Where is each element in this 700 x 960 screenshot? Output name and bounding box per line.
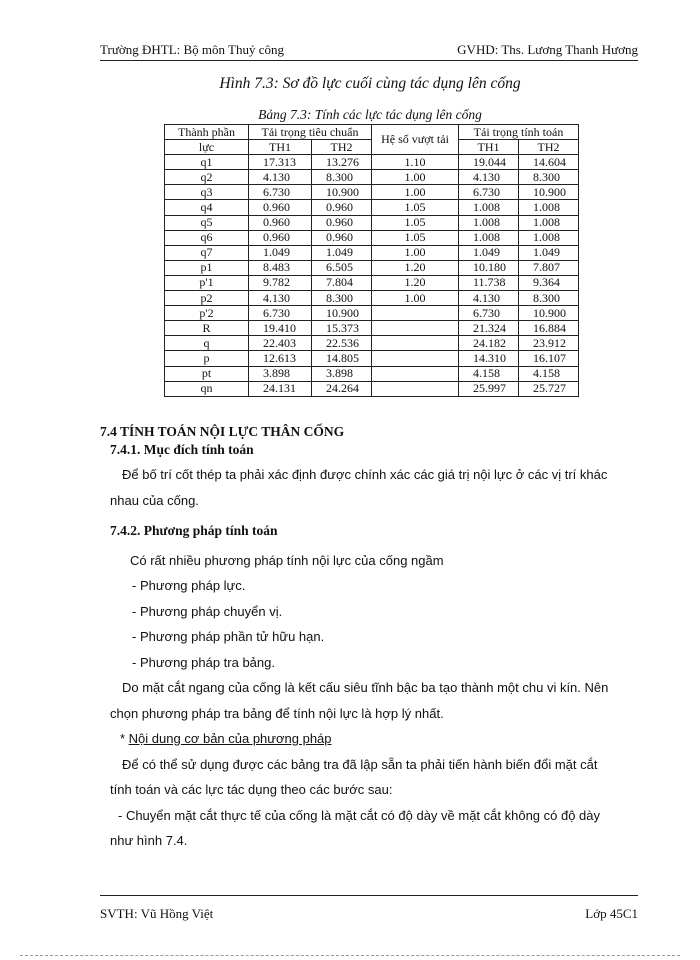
cell-standard-th1: 3.898: [249, 366, 312, 381]
cell-design-th1: 4.158: [459, 366, 519, 381]
paragraph-1-line-1: Do mặt cắt ngang của cống là kết cấu siêu tĩnh bậc ba tạo thành một chu vi kín. Nên: [122, 680, 609, 695]
cell-standard-th2: 6.505: [312, 260, 372, 275]
cell-design-th1: 1.008: [459, 215, 519, 230]
cell-standard-th2: 10.900: [312, 306, 372, 321]
cell-design-th1: 1.008: [459, 200, 519, 215]
cell-standard-th1: 1.049: [249, 245, 312, 260]
cell-component: pt: [165, 366, 249, 381]
cell-standard-th2: 10.900: [312, 185, 372, 200]
cell-design-th2: 23.912: [519, 336, 579, 351]
cell-overload-factor: 1.20: [372, 275, 459, 290]
cell-overload-factor: 1.05: [372, 215, 459, 230]
table-row: [165, 275, 579, 290]
cell-design-th1: 25.997: [459, 381, 519, 396]
cell-standard-th1: 17.313: [249, 155, 312, 170]
cell-design-th1: 14.310: [459, 351, 519, 366]
purpose-line-2: nhau của cống.: [110, 493, 199, 508]
cell-overload-factor: 1.00: [372, 170, 459, 185]
cell-overload-factor: 1.10: [372, 155, 459, 170]
cell-standard-th1: 6.730: [249, 306, 312, 321]
table-row: [165, 336, 579, 351]
cell-component: p'2: [165, 306, 249, 321]
cell-component: p1: [165, 260, 249, 275]
page-footer: [100, 895, 638, 921]
header-design-th2: TH2: [519, 140, 579, 155]
content-heading-text: Nội dung cơ bản của phương pháp: [128, 731, 332, 746]
cell-standard-th2: 3.898: [312, 366, 372, 381]
header-component-cont: lực: [165, 140, 249, 155]
cell-standard-th2: 22.536: [312, 336, 372, 351]
table-row: [165, 306, 579, 321]
cell-overload-factor: [372, 381, 459, 396]
table-row: [165, 245, 579, 260]
cell-standard-th1: 0.960: [249, 215, 312, 230]
cell-design-th1: 1.008: [459, 230, 519, 245]
cell-standard-th1: 9.782: [249, 275, 312, 290]
cell-design-th1: 4.130: [459, 291, 519, 306]
cell-standard-th2: 0.960: [312, 215, 372, 230]
cell-design-th2: 16.884: [519, 321, 579, 336]
cell-design-th1: 6.730: [459, 185, 519, 200]
page-header: [100, 40, 638, 61]
method-intro: Có rất nhiều phương pháp tính nội lực của cống ngầm: [130, 553, 444, 568]
cell-overload-factor: 1.05: [372, 200, 459, 215]
cell-standard-th2: 0.960: [312, 230, 372, 245]
cell-standard-th1: 12.613: [249, 351, 312, 366]
header-standard-th1: TH1: [249, 140, 312, 155]
paragraph-1-line-2: chọn phương pháp tra bảng để tính nội lực là hợp lý nhất.: [110, 706, 444, 721]
paragraph-2-line-1: Để có thể sử dụng được các bảng tra đã lập sẵn ta phải tiến hành biến đổi mặt cắt: [122, 757, 598, 772]
figure-caption: Hình 7.3: Sơ đồ lực cuối cùng tác dụng lên cống: [219, 75, 521, 92]
forces-table: [164, 124, 579, 397]
header-design-th1: TH1: [459, 140, 519, 155]
table-row: [165, 155, 579, 170]
cell-standard-th2: 8.300: [312, 170, 372, 185]
cell-component: q3: [165, 185, 249, 200]
method-item-table-lookup: - Phương pháp tra bảng.: [132, 655, 275, 670]
subsection-purpose-title: 7.4.1. Mục đích tính toán: [110, 442, 254, 457]
cell-component: q1: [165, 155, 249, 170]
cell-design-th2: 10.900: [519, 306, 579, 321]
header-design-load: Tải trọng tính toán: [459, 125, 579, 140]
cell-design-th2: 1.008: [519, 230, 579, 245]
table-row: [165, 230, 579, 245]
cell-overload-factor: 1.00: [372, 291, 459, 306]
cell-standard-th2: 8.300: [312, 291, 372, 306]
cell-design-th2: 16.107: [519, 351, 579, 366]
cell-design-th1: 6.730: [459, 306, 519, 321]
cell-overload-factor: [372, 351, 459, 366]
cell-design-th2: 1.008: [519, 215, 579, 230]
cell-standard-th1: 8.483: [249, 260, 312, 275]
table-row: [165, 200, 579, 215]
header-overload-factor: Hệ số vượt tải: [372, 125, 459, 155]
cell-standard-th1: 4.130: [249, 170, 312, 185]
cell-overload-factor: [372, 306, 459, 321]
paragraph-3-line-1: - Chuyển mặt cắt thực tế của cống là mặt cắt có độ dày về mặt cắt không có độ dày: [118, 808, 601, 823]
table-row: [165, 185, 579, 200]
cell-design-th2: 10.900: [519, 185, 579, 200]
table-header-row: [165, 125, 579, 140]
method-item-fem: - Phương pháp phần tử hữu hạn.: [132, 629, 325, 644]
table-row: [165, 170, 579, 185]
method-item-displacement: - Phương pháp chuyển vị.: [132, 604, 283, 619]
cell-standard-th1: 4.130: [249, 291, 312, 306]
cell-design-th1: 19.044: [459, 155, 519, 170]
cell-design-th2: 8.300: [519, 291, 579, 306]
content-star: *: [120, 731, 129, 746]
cell-overload-factor: 1.00: [372, 185, 459, 200]
cell-standard-th1: 19.410: [249, 321, 312, 336]
header-advisor: GVHD: Ths. Lương Thanh Hương: [457, 42, 638, 57]
page-break-line: [20, 955, 680, 956]
cell-design-th1: 10.180: [459, 260, 519, 275]
cell-overload-factor: 1.20: [372, 260, 459, 275]
cell-standard-th2: 14.805: [312, 351, 372, 366]
cell-design-th2: 4.158: [519, 366, 579, 381]
cell-component: qn: [165, 381, 249, 396]
cell-design-th2: 7.807: [519, 260, 579, 275]
cell-standard-th2: 0.960: [312, 200, 372, 215]
paragraph-3-line-2: như hình 7.4.: [110, 833, 188, 848]
cell-component: q5: [165, 215, 249, 230]
cell-design-th1: 4.130: [459, 170, 519, 185]
footer-student: SVTH: Vũ Hồng Việt: [100, 906, 214, 921]
table-row: [165, 381, 579, 396]
header-school: Trường ĐHTL: Bộ môn Thuỷ công: [100, 42, 285, 57]
cell-design-th1: 1.049: [459, 245, 519, 260]
cell-component: q: [165, 336, 249, 351]
cell-standard-th2: 1.049: [312, 245, 372, 260]
cell-standard-th1: 22.403: [249, 336, 312, 351]
cell-component: p: [165, 351, 249, 366]
cell-standard-th1: 24.131: [249, 381, 312, 396]
cell-standard-th1: 0.960: [249, 230, 312, 245]
cell-design-th2: 9.364: [519, 275, 579, 290]
table-row: [165, 291, 579, 306]
cell-overload-factor: [372, 321, 459, 336]
cell-overload-factor: [372, 336, 459, 351]
cell-standard-th1: 6.730: [249, 185, 312, 200]
cell-design-th2: 1.049: [519, 245, 579, 260]
table-row: [165, 321, 579, 336]
cell-design-th1: 11.738: [459, 275, 519, 290]
paragraph-2-line-2: tính toán và các lực tác dụng theo các bước sau:: [110, 782, 393, 797]
header-component: Thành phần: [165, 125, 249, 140]
cell-standard-th2: 15.373: [312, 321, 372, 336]
cell-standard-th2: 13.276: [312, 155, 372, 170]
method-item-force: - Phương pháp lực.: [132, 578, 246, 593]
cell-standard-th2: 24.264: [312, 381, 372, 396]
table-row: [165, 366, 579, 381]
subsection-method-title: 7.4.2. Phương pháp tính toán: [110, 523, 278, 538]
cell-standard-th1: 0.960: [249, 200, 312, 215]
section-title: 7.4 TÍNH TOÁN NỘI LỰC THÂN CỐNG: [100, 424, 345, 439]
cell-overload-factor: 1.05: [372, 230, 459, 245]
cell-design-th2: 1.008: [519, 200, 579, 215]
cell-component: q7: [165, 245, 249, 260]
cell-design-th2: 14.604: [519, 155, 579, 170]
cell-overload-factor: [372, 366, 459, 381]
cell-component: q6: [165, 230, 249, 245]
cell-overload-factor: 1.00: [372, 245, 459, 260]
footer-class: Lớp 45C1: [585, 906, 638, 921]
table-row: [165, 351, 579, 366]
table-caption: Bảng 7.3: Tính các lực tác dụng lên cống: [258, 107, 482, 122]
header-standard-th2: TH2: [312, 140, 372, 155]
cell-design-th2: 8.300: [519, 170, 579, 185]
cell-component: R: [165, 321, 249, 336]
content-heading: [120, 731, 332, 746]
cell-component: p2: [165, 291, 249, 306]
cell-design-th1: 21.324: [459, 321, 519, 336]
cell-component: q4: [165, 200, 249, 215]
table-row: [165, 260, 579, 275]
cell-standard-th2: 7.804: [312, 275, 372, 290]
cell-design-th2: 25.727: [519, 381, 579, 396]
cell-component: q2: [165, 170, 249, 185]
cell-design-th1: 24.182: [459, 336, 519, 351]
cell-component: p'1: [165, 275, 249, 290]
purpose-line-1: Để bố trí cốt thép ta phải xác định được chính xác các giá trị nội lực ở các vị trí khác: [122, 467, 608, 482]
header-standard-load: Tải trọng tiêu chuẩn: [249, 125, 372, 140]
table-row: [165, 215, 579, 230]
